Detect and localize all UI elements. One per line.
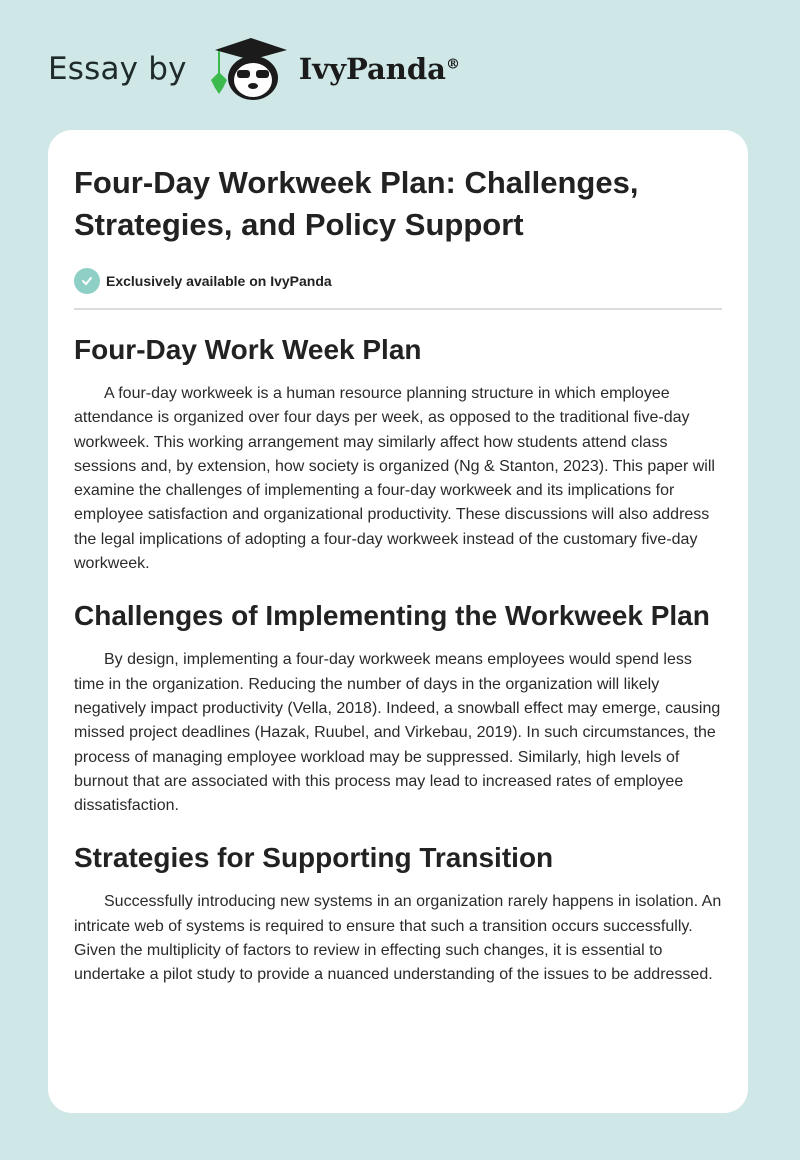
section-heading: Four-Day Work Week Plan [74, 334, 422, 365]
registered-mark: ® [445, 56, 460, 73]
brand-text: IvyPanda [298, 52, 446, 86]
article-card [48, 130, 748, 1113]
panda-logo-icon[interactable] [207, 34, 293, 104]
divider [74, 308, 722, 310]
section-paragraph: A four-day workweek is a human resource planning structure in which employee attendance is organized over four days per week, as opposed to the traditional five-day workweek. This working arrangement may similarly affect how students attend class sessions and, by extension, how society is organized (Ng & Stanton, 2023). This paper will examine the challenges of implementing a four-day workweek and its implications for employee satisfaction and organizational productivity. These discussions will also address the legal implications of adopting a four-day workweek instead of the customary five-day workweek. [74, 385, 715, 573]
section-paragraph: Successfully introducing new systems in an organization rarely happens in isolation. An intricate web of systems is required to ensure that such a transition occurs successfully. Given the multiplicity of factors to review in effecting such changes, it is essential to undertake a pilot study to provide a nuanced understanding of the issues to be addressed. [74, 893, 722, 984]
exclusive-badge [74, 268, 722, 294]
brand-name[interactable] [299, 52, 460, 86]
section-heading: Challenges of Implementing the Workweek Plan [74, 600, 710, 632]
essay-by-label: Essay by [48, 51, 187, 87]
article-title: Four-Day Workweek Plan: Challenges, Strategies, and Policy Support [74, 165, 639, 242]
badge-text: Exclusively available on IvyPanda [106, 273, 332, 289]
check-icon [74, 268, 100, 294]
section-paragraph: By design, implementing a four-day workweek means employees would spend less time in the organization. Reducing the number of days in the organization will likely negatively impact productivity (Vella, 2018). Indeed, a snowball effect may emerge, causing missed project deadlines (Hazak, Ruubel, and Virkebau, 2019). In such circumstances, the process of managing employee workload may be suppressed. Similarly, high levels of burnout that are associated with this process may lead to increased rates of employee dissatisfaction. [74, 651, 721, 815]
section-heading: Strategies for Supporting Transition [74, 842, 554, 874]
site-header [48, 34, 460, 104]
